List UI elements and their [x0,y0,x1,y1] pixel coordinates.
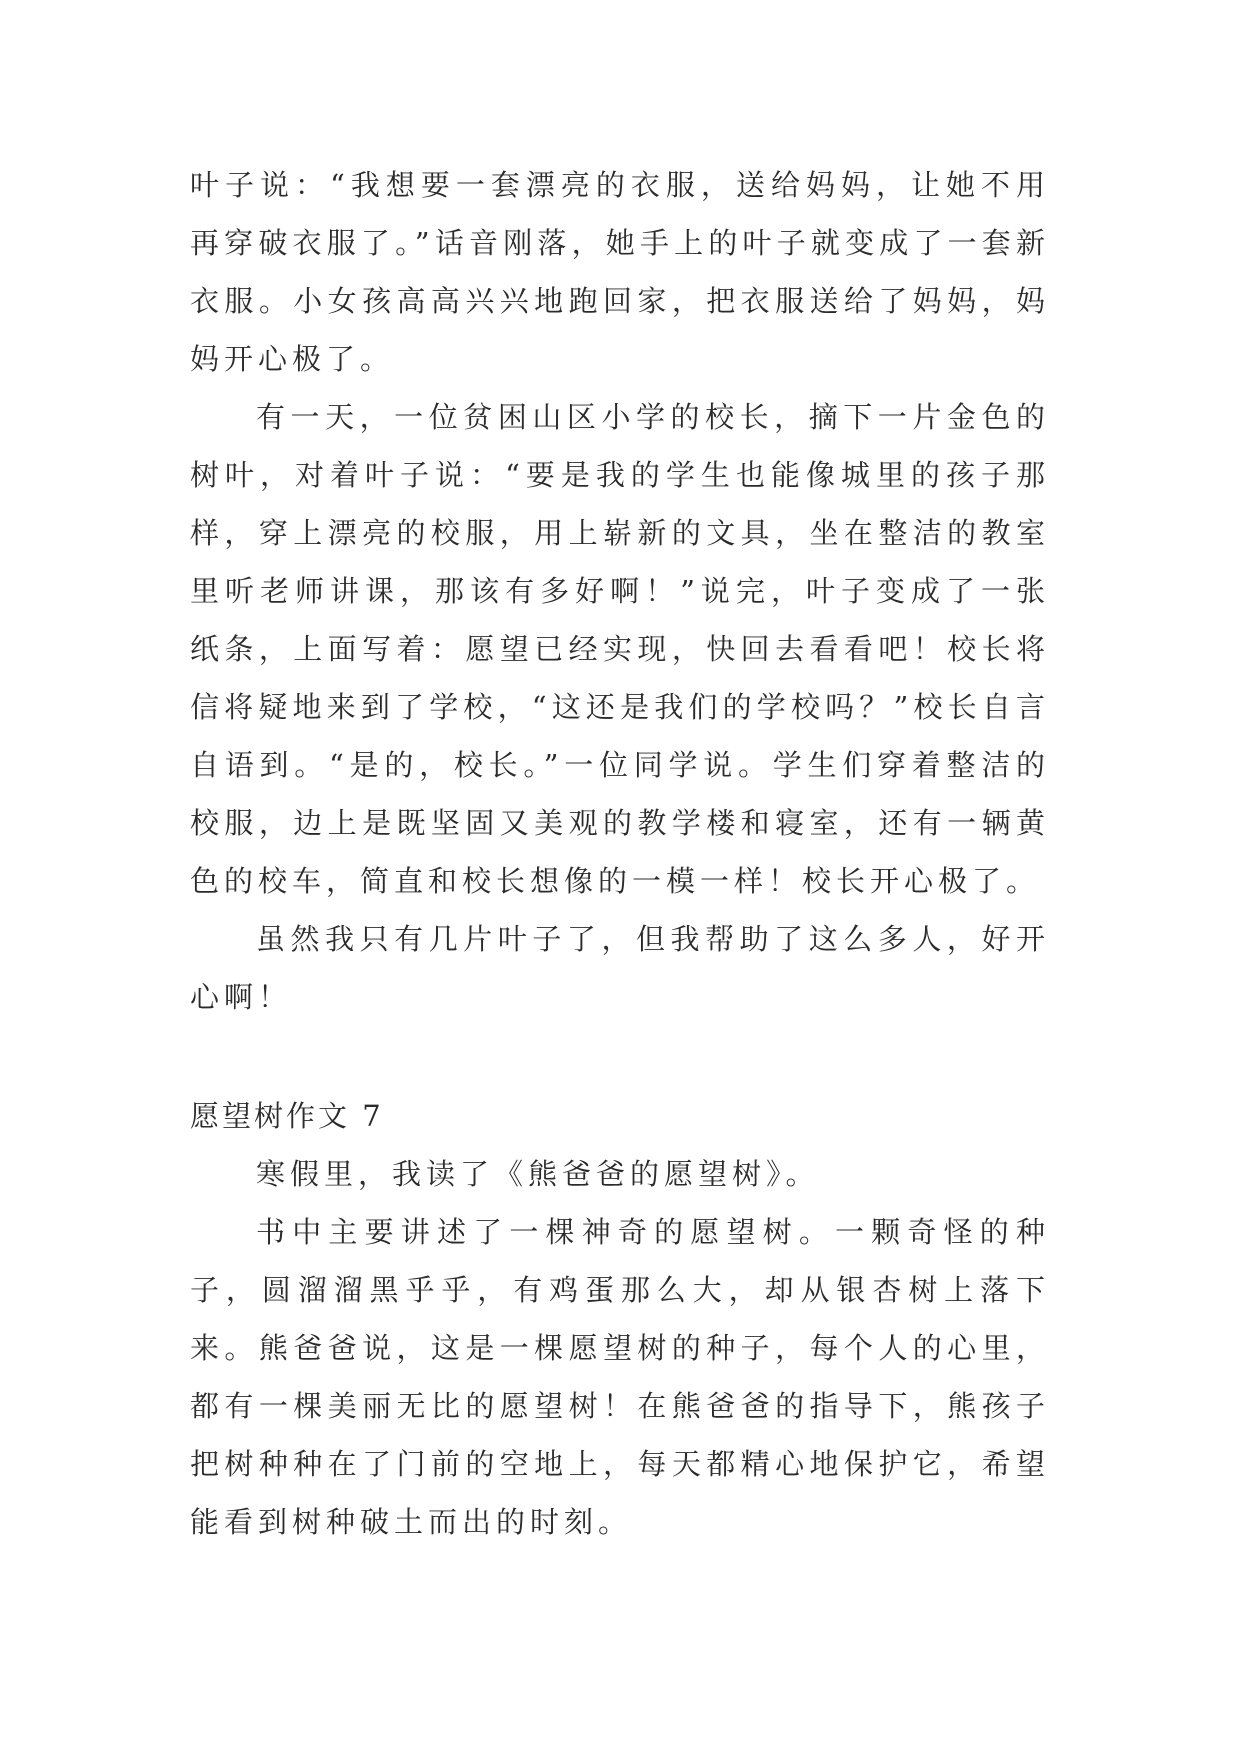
paragraph: 书中主要讲述了一棵神奇的愿望树。一颗奇怪的种子，圆溜溜黑乎乎，有鸡蛋那么大，却从银杏树上落下来。熊爸爸说，这是一棵愿望树的种子，每个人的心里，都有一棵美丽无比的愿望树！在熊爸爸的指导下，熊孩子把树种种在了门前的空地上，每天都精心地保护它，希望能看到树种破土而出的时刻。 [190,1215,1050,1539]
paragraph: 寒假里，我读了《熊爸爸的愿望树》。 [256,1157,820,1191]
paragraph: 虽然我只有几片叶子了，但我帮助了这么多人，好开心啊！ [190,922,1050,1014]
paragraph: 叶子说：“我想要一套漂亮的衣服，送给妈妈，让她不用再穿破衣服了。”话音刚落，她手上的叶子就变成了一套新衣服。小女孩高高兴兴地跑回家，把衣服送给了妈妈，妈妈开心极了。 [190,168,1050,376]
essay-continuation [190,156,1050,1026]
section-title: 愿望树作文 7 [190,1099,384,1133]
paragraph: 有一天，一位贫困山区小学的校长，摘下一片金色的树叶，对着叶子说：“要是我的学生也能像城里的孩子那样，穿上漂亮的校服，用上崭新的文具，坐在整洁的教室里听老师讲课，那该有多好啊！”说完，叶子变成了一张纸条，上面写着：愿望已经实现，快回去看看吧！校长将信将疑地来到了学校，“这还是我们的学校吗？”校长自言自语到。“是的，校长。”一位同学说。学生们穿着整洁的校服，边上是既坚固又美观的教学楼和寝室，还有一辆黄色的校车，简直和校长想像的一模一样！校长开心极了。 [190,400,1050,898]
essay-section-7 [190,1087,1050,1551]
